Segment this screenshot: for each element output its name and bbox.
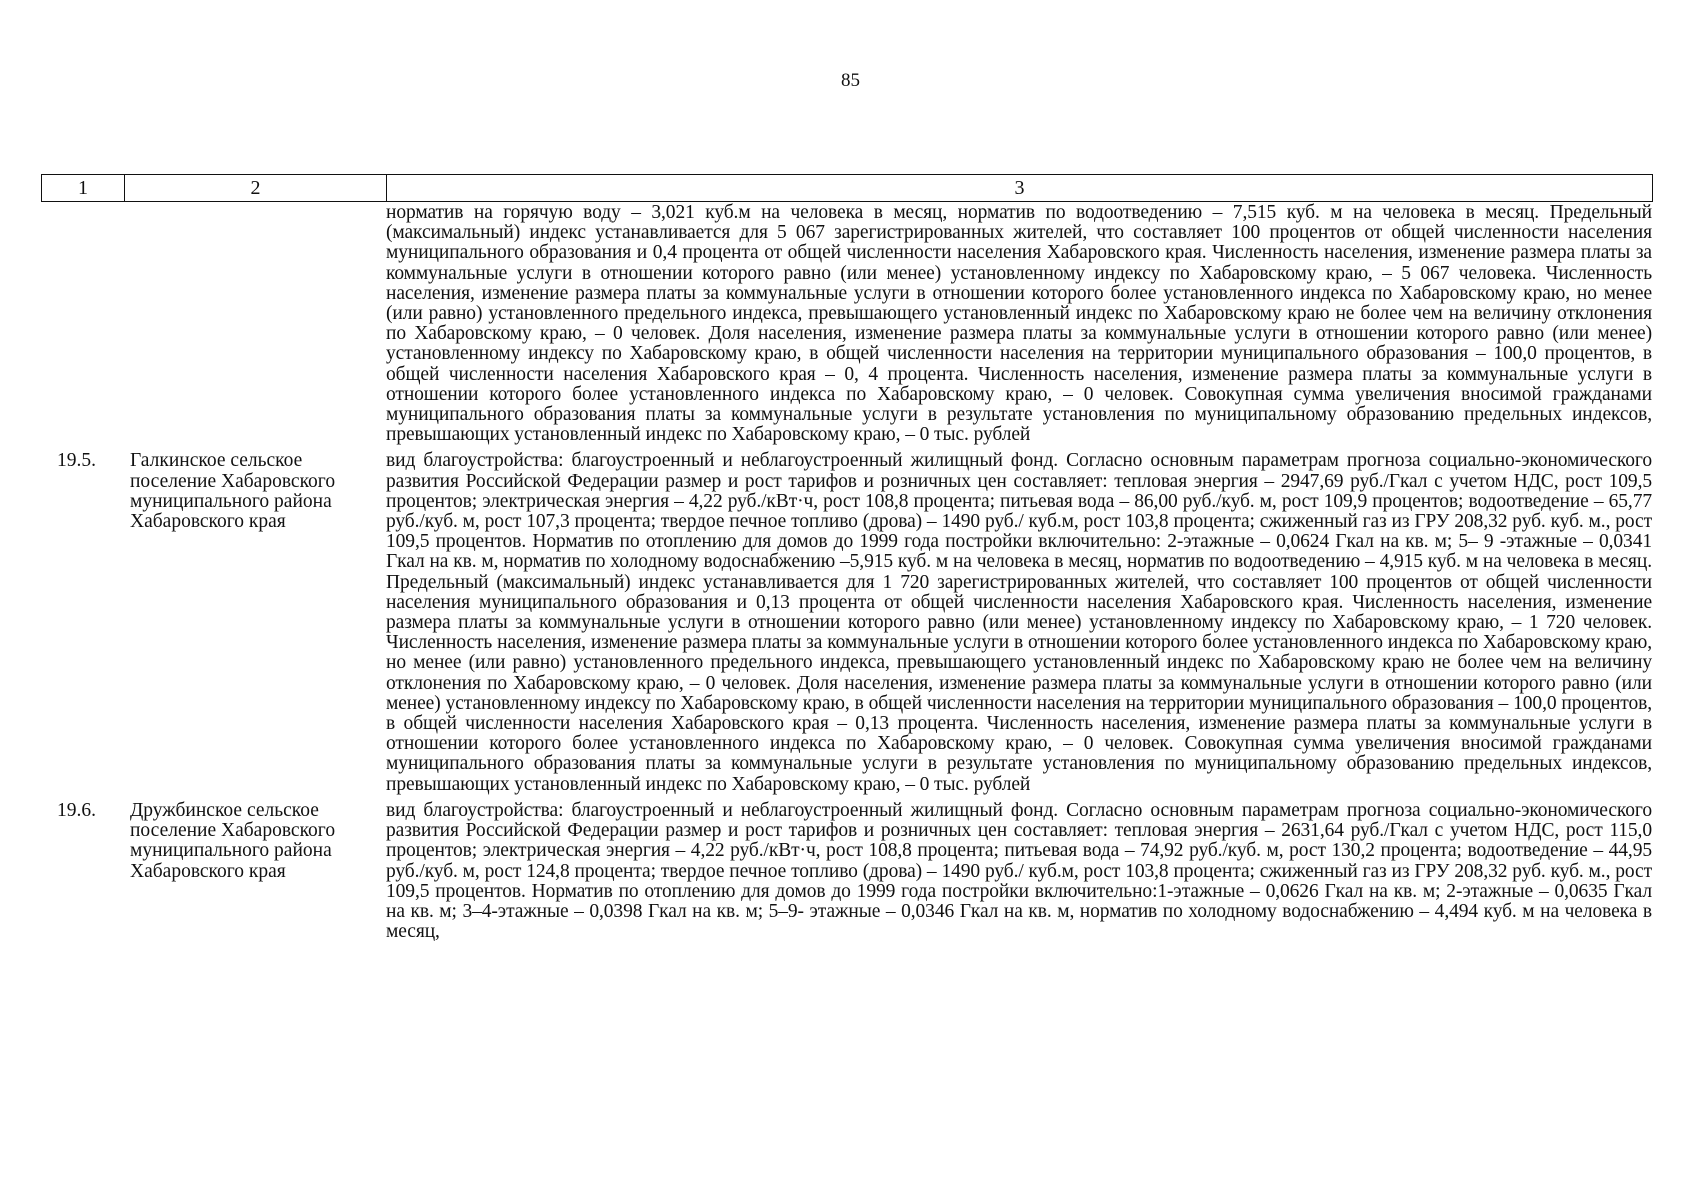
row-settlement-name: Дружбинское сельское поселение Хабаровского муниципального района Хабаровского края [130, 799, 336, 882]
row-description: норматив на горячую воду – 3,021 куб.м на человека в месяц, норматив по водоотведению – 7,515 куб. м на человека в месяц. Предельный (максимальный) индекс устанавливается для 5 067 зарегистрированных жителей, что составляет 100 процентов от общей численности населения муниципального образования и 0,4 процента от общей численности населения Хабаровского края. Численность населения, изменение размера платы за коммунальные услуги в отношении которого равно (или менее) установленному индексу по Хабаровскому краю, – 5 067 человека. Численность населения, изменение размера платы за коммунальные услуги в отношении которого более установленного индекса по Хабаровскому краю, но менее (или равно) установленного предельного индекса, превышающего установленный индекс по Хабаровскому краю не более чем на величину отклонения по Хабаровскому краю, – 0 человек. Доля населения, изменение размера платы за коммунальные услуги в отношении которого равно (или менее) установленному индексу по Хабаровскому краю, в общей численности населения на территории муниципального образования – 100,0 процентов, в общей численности населения Хабаровского края – 0, 4 процента. Численность населения, изменение размера платы за коммунальные услуги в отношении которого более установленного индекса по Хабаровскому краю, – 0 человек. Совокупная сумма увеличения вносимой гражданами муниципального образования платы за коммунальные услуги в результате установления по муниципальному образованию предельных индексов, превышающих установленный индекс по Хабаровскому краю, – 0 тыс. рублей [386, 202, 1652, 446]
row-description: вид благоустройства: благоустроенный и неблагоустроенный жилищный фонд. Согласно основным параметрам прогноза социально-экономического развития Российской Федерации размер и рост тарифов и розничных цен составляет: тепловая энергия – 2947,69 руб./Гкал с учетом НДС, рост 109,5 процентов; электрическая энергия – 4,22 руб./кВт·ч, рост 108,8 процента; питьевая вода – 86,00 руб./куб. м, рост 109,9 процентов; водоотведение – 65,77 руб./куб. м, рост 107,3 процента; твердое печное топливо (дрова) – 1490 руб./ куб.м, рост 103,8 процента; сжиженный газ из ГРУ 208,32 руб. куб. м., рост 109,5 процентов. Норматив по отоплению для домов до 1999 года постройки включительно: 2-этажные – 0,0624 Гкал на кв. м; 5– 9 -этажные – 0,0341 Гкал на кв. м, норматив по холодному водоснабжению –5,915 куб. м на человека в месяц, норматив по водоотведению – 4,915 куб. м на человека в месяц. Предельный (максимальный) индекс устанавливается для 1 720 зарегистрированных жителей, что составляет 100 процентов от общей численности населения муниципального образования и 0,13 процента от общей численности населения Хабаровского края. Численность населения, изменение размера платы за коммунальные услуги в отношении которого равно (или менее) установленному индексу по Хабаровскому краю, – 1 720 человек. Численность населения, изменение размера платы за коммунальные услуги в отношении которого более установленного индекса по Хабаровскому краю, но менее (или равно) установленного предельного индекса, превышающего установленный индекс по Хабаровскому краю не более чем на величину отклонения по Хабаровскому краю, – 0 человек. Доля населения, изменение размера платы за коммунальные услуги в отношении которого равно (или менее) установленному индексу по Хабаровскому краю, в общей численности населения на территории муниципального образования – 100,0 процентов, в общей численности населения Хабаровского края – 0,13 процента. Численность населения, изменение размера платы за коммунальные услуги в отношении которого более установленного индекса по Хабаровскому краю, – 0 человек. Совокупная сумма увеличения вносимой гражданами муниципального образования платы за коммунальные услуги в результате установления по муниципальному образованию предельных индексов, превышающих установленный индекс по Хабаровскому краю, – 0 тыс. рублей [386, 450, 1652, 795]
row-number: 19.5. [57, 450, 96, 472]
table-header [41, 174, 1653, 202]
row-number [41, 203, 124, 445]
row-settlement-name [124, 203, 386, 445]
row-description: вид благоустройства: благоустроенный и неблагоустроенный жилищный фонд. Согласно основным параметрам прогноза социально-экономического развития Российской Федерации размер и рост тарифов и розничных цен составляет: тепловая энергия – 2631,64 руб./Гкал с учетом НДС, рост 115,0 процентов; электрическая энергия – 4,22 руб./кВт·ч, рост 108,8 процента; питьевая вода – 74,92 руб./куб. м, рост 130,2 процента; водоотведение – 44,95 руб./куб. м, рост 124,8 процента; твердое печное топливо (дрова) – 1490 руб./ куб.м, рост 103,8 процента; сжиженный газ из ГРУ 208,32 руб. куб. м., рост 109,5 процентов. Норматив по отоплению для домов до 1999 года постройки включительно:1-этажные – 0,0626 Гкал на кв. м; 2-этажные – 0,0635 Гкал на кв. м; 3–4-этажные – 0,0398 Гкал на кв. м; 5–9- этажные – 0,0346 Гкал на кв. м, норматив по холодному водоснабжению – 4,494 куб. м на человека в месяц, [386, 799, 1652, 943]
row-number: 19.6. [57, 799, 96, 821]
table-row [41, 203, 1652, 445]
table-row [41, 451, 1652, 794]
table-row [41, 801, 1652, 942]
row-settlement-name: Галкинское сельское поселение Хабаровского муниципального района Хабаровского края [130, 450, 336, 533]
header-col-1: 1 [42, 175, 125, 202]
header-col-3: 3 [387, 175, 1653, 202]
header-col-2: 2 [125, 175, 387, 202]
page-number: 85 [841, 70, 860, 91]
table-body [41, 203, 1652, 942]
